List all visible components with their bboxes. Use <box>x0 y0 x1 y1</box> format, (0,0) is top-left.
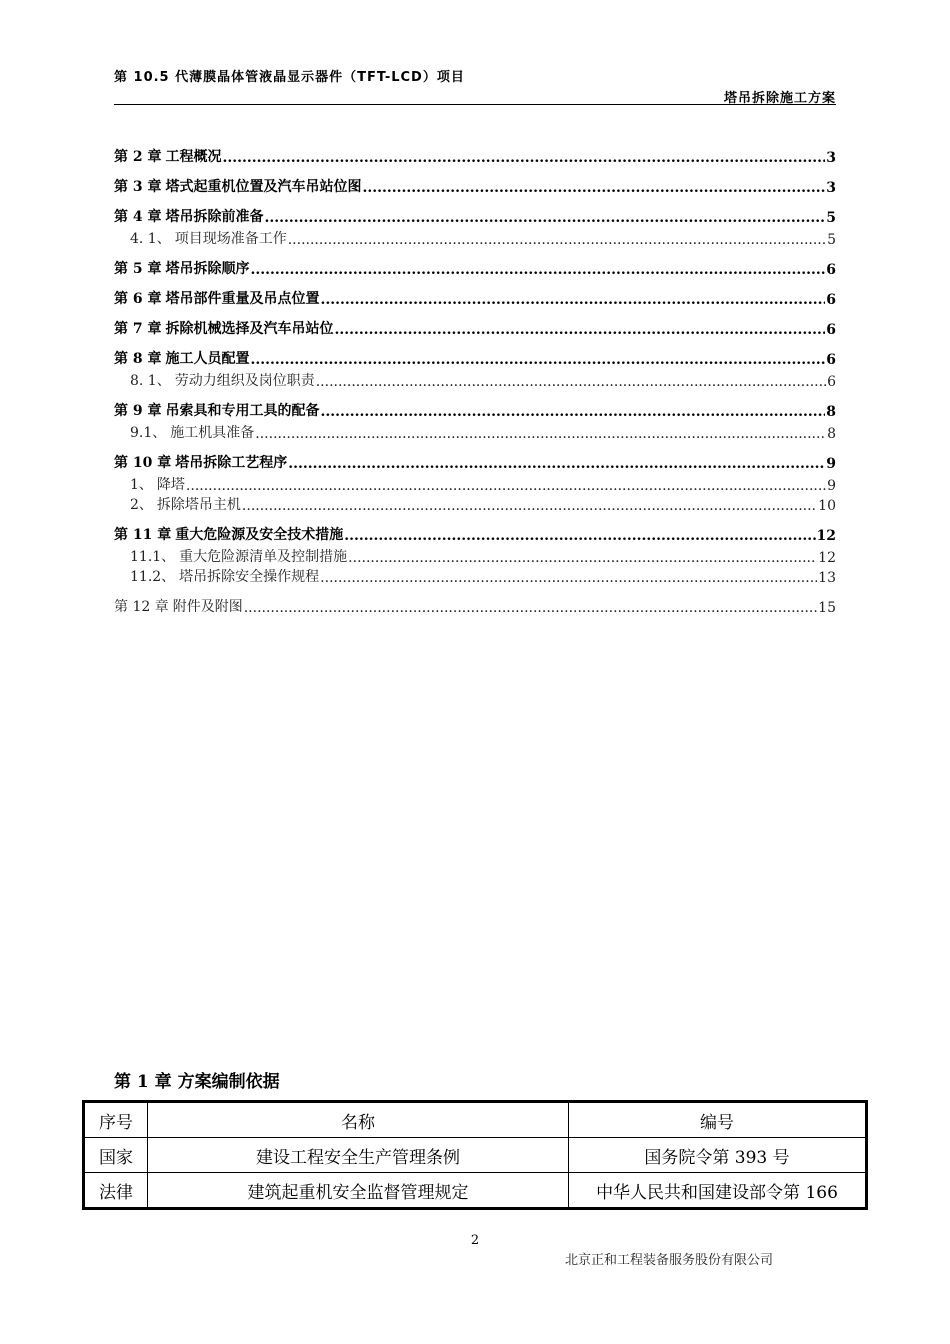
toc-entry[interactable] <box>114 442 836 472</box>
toc-entry-number: 第 2 章 <box>114 149 162 165</box>
toc-entry-page: 6 <box>827 374 836 390</box>
toc-leader-dots <box>186 478 826 494</box>
table-cell-name: 建筑起重机安全监督管理规定 <box>148 1173 569 1209</box>
table-of-contents <box>114 136 836 616</box>
toc-leader-dots <box>265 210 826 226</box>
table-row <box>84 1173 867 1209</box>
toc-leader-dots <box>316 374 826 390</box>
toc-entry-title: 工程概况 <box>165 149 222 165</box>
table-cell-code: 中华人民共和国建设部令第 166 <box>569 1173 867 1209</box>
toc-entry[interactable] <box>114 586 836 616</box>
toc-entry-page: 15 <box>818 600 836 616</box>
toc-entry-number: 9.1、 <box>130 425 167 441</box>
toc-entry-title: 施工人员配置 <box>165 351 250 367</box>
toc-leader-dots <box>255 426 826 442</box>
toc-entry-title: 塔吊拆除顺序 <box>165 261 250 277</box>
toc-entry-title: 塔吊部件重量及吊点位置 <box>165 291 320 307</box>
toc-entry-number: 11.2、 <box>130 569 176 585</box>
toc-entry-number: 第 4 章 <box>114 209 162 225</box>
toc-entry-page: 6 <box>826 352 836 368</box>
toc-entry-number: 1、 <box>130 477 153 493</box>
toc-leader-dots <box>344 528 815 544</box>
toc-entry-number: 11.1、 <box>130 549 176 565</box>
toc-entry-title: 附件及附图 <box>172 599 243 615</box>
toc-leader-dots <box>244 600 817 616</box>
toc-entry-number: 第 12 章 <box>114 599 169 615</box>
toc-entry[interactable] <box>114 544 836 566</box>
toc-leader-dots <box>288 232 826 248</box>
toc-entry-number: 4. 1、 <box>130 231 171 247</box>
table-header-cell: 编号 <box>569 1102 867 1138</box>
toc-entry-page: 9 <box>827 478 836 494</box>
toc-entry[interactable] <box>114 514 836 544</box>
toc-entry-number: 第 5 章 <box>114 261 162 277</box>
page-number: 2 <box>470 1233 480 1248</box>
toc-entry-page: 6 <box>826 292 836 308</box>
toc-entry-page: 8 <box>826 404 836 420</box>
toc-leader-dots <box>320 570 817 586</box>
toc-entry[interactable] <box>114 390 836 420</box>
toc-leader-dots <box>321 404 826 420</box>
header-document-title: 塔吊拆除施工方案 <box>723 91 836 106</box>
toc-entry-number: 第 11 章 <box>114 527 172 543</box>
toc-entry-page: 3 <box>826 150 836 166</box>
toc-entry-page: 3 <box>826 180 836 196</box>
toc-entry-title: 塔式起重机位置及汽车吊站位图 <box>165 179 362 195</box>
toc-leader-dots <box>321 292 826 308</box>
toc-entry-page: 5 <box>826 210 836 226</box>
toc-entry[interactable] <box>114 338 836 368</box>
toc-entry-number: 第 8 章 <box>114 351 162 367</box>
toc-entry-page: 6 <box>826 262 836 278</box>
toc-entry-number: 第 3 章 <box>114 179 162 195</box>
toc-entry-page: 10 <box>818 498 836 514</box>
table-cell-category: 国家 <box>84 1138 148 1173</box>
toc-entry-number: 第 10 章 <box>114 455 172 471</box>
toc-entry-title: 塔吊拆除工艺程序 <box>175 455 288 471</box>
toc-entry-title: 吊索具和专用工具的配备 <box>165 403 320 419</box>
table-cell-category: 法律 <box>84 1173 148 1209</box>
table-row <box>84 1138 867 1173</box>
toc-entry[interactable] <box>114 472 836 494</box>
toc-leader-dots <box>363 180 826 196</box>
table-header-cell: 名称 <box>148 1102 569 1138</box>
toc-leader-dots <box>223 150 826 166</box>
toc-entry-title: 施工机具准备 <box>170 425 255 441</box>
toc-entry-title: 降塔 <box>156 477 185 493</box>
toc-entry[interactable] <box>114 308 836 338</box>
toc-leader-dots <box>348 550 817 566</box>
toc-entry-title: 拆除塔吊主机 <box>156 497 241 513</box>
toc-entry-title: 重大危险源清单及控制措施 <box>179 549 348 565</box>
toc-entry-title: 拆除机械选择及汽车吊站位 <box>165 321 334 337</box>
toc-entry-number: 8. 1、 <box>130 373 171 389</box>
header-project-title: 第 10.5 代薄膜晶体管液晶显示器件（TFT-LCD）项目 <box>114 70 465 85</box>
toc-entry[interactable] <box>114 566 836 586</box>
toc-entry-page: 6 <box>826 322 836 338</box>
footer-company-name: 北京正和工程装备服务股份有限公司 <box>565 1253 774 1268</box>
toc-entry-title: 塔吊拆除安全操作规程 <box>179 569 320 585</box>
toc-leader-dots <box>251 262 826 278</box>
toc-leader-dots <box>288 456 825 472</box>
toc-entry-page: 12 <box>816 528 836 544</box>
toc-entry-number: 第 9 章 <box>114 403 162 419</box>
table-header-cell: 序号 <box>84 1102 148 1138</box>
toc-leader-dots <box>242 498 817 514</box>
toc-entry[interactable] <box>114 278 836 308</box>
table-header-row <box>84 1102 867 1138</box>
toc-entry[interactable] <box>114 494 836 514</box>
toc-entry-number: 2、 <box>130 497 153 513</box>
toc-entry[interactable] <box>114 248 836 278</box>
toc-entry-title: 重大危险源及安全技术措施 <box>175 527 344 543</box>
toc-entry[interactable] <box>114 226 836 248</box>
toc-entry-page: 5 <box>827 232 836 248</box>
toc-entry-title: 项目现场准备工作 <box>174 231 287 247</box>
toc-leader-dots <box>251 352 826 368</box>
toc-leader-dots <box>335 322 826 338</box>
toc-entry-page: 12 <box>818 550 836 566</box>
toc-entry[interactable] <box>114 136 836 166</box>
table-cell-name: 建设工程安全生产管理条例 <box>148 1138 569 1173</box>
toc-entry[interactable] <box>114 166 836 196</box>
toc-entry-page: 9 <box>826 456 836 472</box>
section-heading: 第 1 章 方案编制依据 <box>114 1072 280 1092</box>
toc-entry-number: 第 6 章 <box>114 291 162 307</box>
toc-entry[interactable] <box>114 368 836 390</box>
header-divider <box>114 104 836 105</box>
toc-entry[interactable] <box>114 196 836 226</box>
toc-entry-page: 8 <box>827 426 836 442</box>
toc-entry-title: 劳动力组织及岗位职责 <box>174 373 315 389</box>
toc-entry-number: 第 7 章 <box>114 321 162 337</box>
toc-entry-page: 13 <box>818 570 836 586</box>
toc-entry-title: 塔吊拆除前准备 <box>165 209 264 225</box>
table-cell-code: 国务院令第 393 号 <box>569 1138 867 1173</box>
toc-entry[interactable] <box>114 420 836 442</box>
regulation-table <box>82 1100 868 1210</box>
